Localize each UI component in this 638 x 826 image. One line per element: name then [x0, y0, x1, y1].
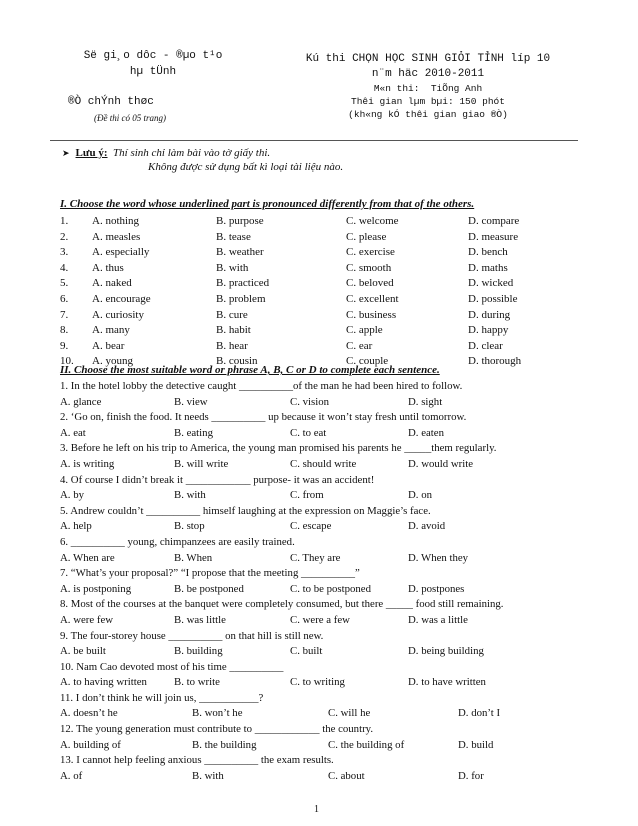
option-a: A. to having written [60, 676, 147, 689]
question-number: 6. [60, 292, 69, 305]
option-b: B. cure [216, 308, 248, 321]
question-text: 8. Most of the courses at the banquet were completely consumed, but there _____ food still remaining. [60, 598, 504, 611]
option-b: B. When [174, 551, 213, 564]
option-c: C. to eat [290, 426, 327, 439]
question-text: 13. I cannot help feeling anxious __________ the exam results. [60, 754, 334, 767]
option-c: C. vision [290, 395, 329, 408]
question-text: 11. I don’t think he will join us, ___________? [60, 691, 264, 704]
province-name: hµ tÜnh [129, 66, 177, 78]
option-a: A. young [92, 355, 133, 368]
option-a: A. by [60, 489, 84, 502]
option-c: C. about [328, 769, 365, 782]
pronunciation-question [60, 276, 600, 292]
option-b: B. the building [192, 738, 257, 751]
department-name: Së gi¸o dôc - ®µo t¹o [83, 50, 223, 62]
question-number: 2. [60, 230, 69, 243]
section-1-list [60, 214, 600, 370]
option-b: B. be postponed [174, 582, 244, 595]
question-number: 10. [60, 355, 74, 368]
option-c: C. should write [290, 457, 357, 470]
option-a: A. were few [60, 613, 114, 626]
option-d: D. clear [468, 339, 503, 352]
option-d: D. When they [408, 551, 469, 564]
option-d: D. thorough [468, 355, 522, 368]
note-label: Lưu ý: [75, 147, 108, 159]
note-line-1: Thí sinh chỉ làm bài vào tờ giấy thi. [113, 147, 271, 159]
option-d: D. avoid [408, 520, 446, 533]
option-a: A. especially [92, 246, 150, 259]
question-number: 9. [60, 339, 69, 352]
option-c: C. the building of [328, 738, 405, 751]
option-c: C. ear [346, 339, 373, 352]
section-2-title: II. Choose the most suitable word or phrase A, B, C or D to complete each sentence. [60, 364, 440, 376]
question-text: 6. __________ young, chimpanzees are easily trained. [60, 535, 295, 548]
option-c: C. beloved [346, 277, 394, 290]
option-d: D. possible [468, 292, 518, 305]
option-a: A. nothing [92, 215, 140, 227]
answer-options [60, 551, 600, 567]
option-d: D. eaten [408, 426, 444, 439]
question-text: 3. Before he left on his trip to America, the young man promised his parents he _____them regularly. [60, 442, 497, 455]
answer-options [60, 675, 600, 691]
question-number: 5. [60, 277, 69, 290]
question-number: 8. [60, 324, 69, 337]
option-b: B. practiced [216, 277, 270, 290]
option-d: D. bench [468, 246, 508, 259]
option-d: D. on [408, 489, 432, 502]
option-b: B. weather [216, 246, 264, 259]
question-number: 3. [60, 246, 69, 259]
question-text: 4. Of course I didn’t break it ____________ purpose- it was an accident! [60, 473, 375, 486]
question-text: 12. The young generation must contribute to ____________ the country. [60, 723, 374, 736]
answer-options [60, 457, 600, 473]
option-a: A. is writing [60, 457, 115, 470]
option-a: A. is postponing [60, 582, 132, 595]
option-a: A. glance [60, 395, 102, 408]
option-d: D. sight [408, 395, 443, 408]
option-b: B. with [192, 769, 224, 782]
official-exam-label: ®Ò chÝnh thøc [68, 96, 154, 108]
option-c: C. business [346, 308, 397, 321]
question-number: 1. [60, 215, 69, 227]
option-d: D. maths [468, 261, 508, 274]
option-a: A. thus [92, 261, 124, 274]
option-a: A. help [60, 520, 92, 533]
time-note: (kh«ng kÓ thêi gian giao ®Ò) [348, 109, 508, 120]
option-b: B. purpose [216, 215, 264, 227]
option-d: D. compare [468, 215, 520, 227]
option-c: C. apple [346, 324, 383, 337]
question-text: 5. Andrew couldn’t __________ himself laughing at the expression on Maggie’s face. [60, 504, 431, 517]
answer-options [60, 769, 600, 785]
option-b: B. was little [174, 613, 226, 626]
answer-options [60, 582, 600, 598]
answer-options [60, 395, 600, 411]
option-b: B. problem [216, 292, 266, 305]
option-a: A. many [92, 324, 130, 337]
question-text: 1. In the hotel lobby the detective caught __________of the man he had been hired to follow. [60, 380, 463, 392]
school-year: n¨m häc 2010-2011 [371, 68, 485, 80]
option-b: B. habit [216, 324, 251, 337]
question-text: 7. “What’s your proposal?” “I propose that the meeting __________” [60, 567, 360, 580]
arrow-bullet-icon: ➤ [62, 148, 70, 158]
option-c: C. excellent [346, 292, 399, 305]
pronunciation-question [60, 292, 600, 308]
pronunciation-question [60, 339, 600, 355]
option-d: D. wicked [468, 277, 514, 290]
question-text: 10. Nam Cao devoted most of his time __________ [60, 660, 284, 673]
option-b: B. stop [174, 520, 205, 533]
option-a: A. naked [92, 277, 132, 290]
option-d: D. being building [408, 645, 484, 658]
option-b: B. eating [174, 426, 213, 439]
pronunciation-question [60, 308, 600, 324]
option-b: B. to write [174, 676, 220, 689]
option-a: A. curiosity [92, 308, 144, 321]
option-d: D. to have written [408, 676, 486, 689]
pronunciation-question [60, 214, 600, 230]
option-a: A. measles [92, 230, 141, 243]
option-c: C. smooth [346, 261, 392, 274]
option-b: B. with [216, 261, 249, 274]
option-c: C. from [290, 489, 324, 502]
option-b: B. with [174, 489, 206, 502]
option-d: D. would write [408, 457, 474, 470]
option-c: C. They are [290, 551, 341, 564]
exam-title: Kú thi CHỌN HỌC SINH GIỎI TỈNH líp 10 [305, 53, 551, 65]
question-number: 7. [60, 308, 69, 321]
pronunciation-question [60, 245, 600, 261]
option-a: A. When are [60, 551, 115, 564]
option-b: B. won’t he [192, 707, 243, 720]
option-c: C. couple [346, 355, 389, 368]
option-b: B. cousin [216, 355, 258, 368]
page-count-note: (Đề thi có 05 trang) [94, 113, 166, 123]
option-d: D. don’t I [458, 707, 501, 720]
answer-options [60, 519, 600, 535]
section-2-list [60, 379, 600, 784]
page-number: 1 [314, 804, 319, 815]
option-a: A. of [60, 769, 83, 782]
answer-options [60, 644, 600, 660]
option-a: A. eat [60, 426, 86, 439]
pronunciation-question [60, 230, 600, 246]
option-c: C. built [290, 645, 323, 658]
option-a: A. be built [60, 645, 106, 658]
option-c: C. escape [290, 520, 332, 533]
subject-line [258, 82, 598, 95]
option-c: C. exercise [346, 246, 395, 259]
exam-note [62, 146, 343, 174]
answer-options [60, 738, 600, 754]
option-b: B. tease [216, 230, 251, 243]
option-c: C. please [346, 230, 387, 243]
question-number: 4. [60, 261, 69, 274]
answer-options [60, 426, 600, 442]
header-right [258, 52, 598, 121]
option-d: D. for [458, 769, 484, 782]
option-a: A. building of [60, 738, 121, 751]
header-divider [50, 140, 578, 141]
pronunciation-question [60, 261, 600, 277]
pronunciation-question [60, 323, 600, 339]
answer-options [60, 706, 600, 722]
answer-options [60, 613, 600, 629]
option-a: A. bear [92, 339, 125, 352]
option-d: D. during [468, 308, 511, 321]
option-b: B. will write [174, 457, 229, 470]
option-c: C. to writing [290, 676, 345, 689]
answer-options [60, 488, 600, 504]
option-c: C. will he [328, 707, 371, 720]
option-a: A. encourage [92, 292, 151, 305]
option-d: D. postpones [408, 582, 465, 595]
option-c: C. were a few [290, 613, 350, 626]
option-c: C. welcome [346, 215, 399, 227]
question-text: 2. ‘Go on, finish the food. It needs __________ up because it won’t stay fresh until tomorrow. [60, 411, 467, 424]
option-b: B. view [174, 395, 208, 408]
option-a: A. doesn’t he [60, 707, 118, 720]
question-text: 9. The four-storey house __________ on that hill is still new. [60, 629, 324, 642]
option-b: B. building [174, 645, 223, 658]
section-1-title: I. Choose the word whose underlined part is pronounced differently from that of the others. [60, 198, 475, 210]
subject-name: TiÕng Anh [430, 83, 483, 94]
option-b: B. hear [216, 339, 248, 352]
option-c: C. to be postponed [290, 582, 371, 595]
option-d: D. happy [468, 324, 509, 337]
note-line-2: Không được sử dụng bất kì loại tài liệu nào. [148, 161, 344, 173]
time-allowed: Thêi gian lµm bµi: 150 phót [351, 96, 505, 107]
option-d: D. build [458, 738, 494, 751]
subject-label: M«n thi: [373, 83, 420, 94]
option-d: D. measure [468, 230, 519, 243]
header-left [58, 48, 248, 126]
option-d: D. was a little [408, 613, 468, 626]
